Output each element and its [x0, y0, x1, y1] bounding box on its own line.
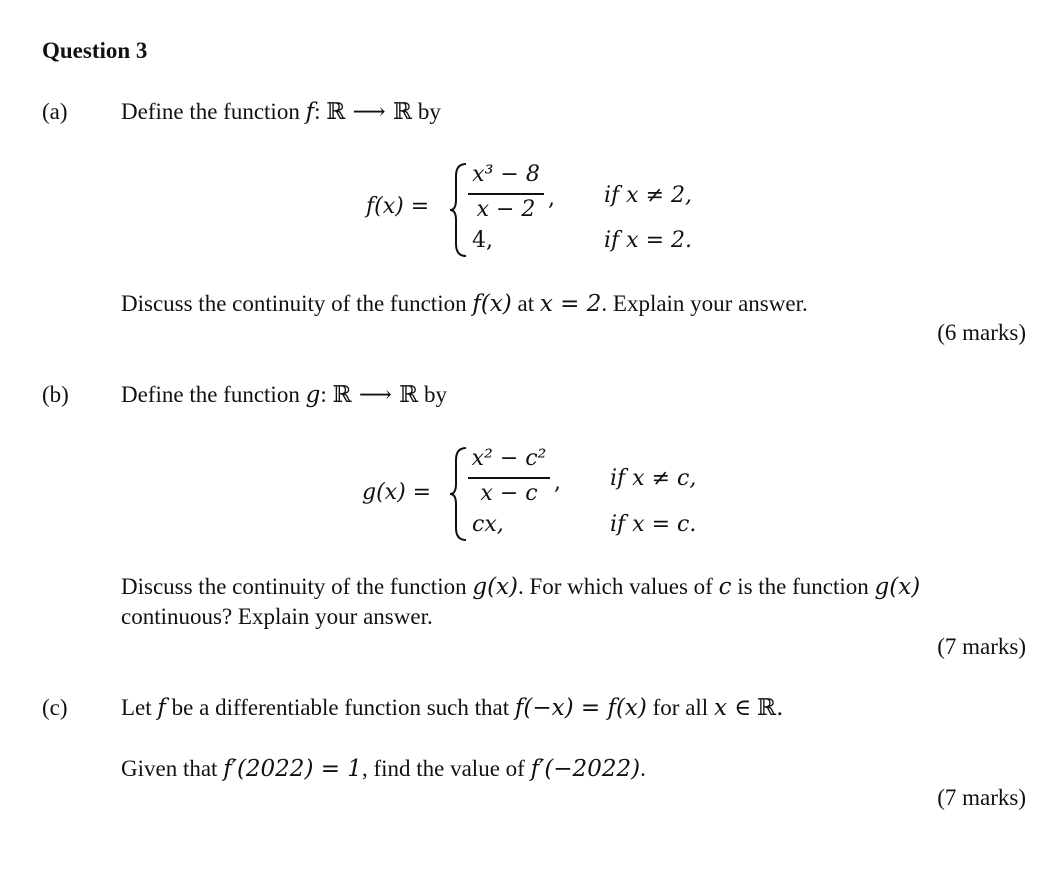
part-b-eq-denominator: x − c [480, 481, 538, 506]
part-a-discuss-at: at [517, 291, 535, 316]
part-b-eq-numerator: x² − c² [471, 446, 547, 471]
part-b-discuss-line2: continuous? Explain your answer. [121, 604, 433, 629]
part-b-discuss-line1 [121, 573, 920, 601]
part-b-intro-text: Define the function [121, 382, 300, 407]
question-title: Question 3 [42, 38, 148, 63]
part-c-line1-eq: f(−x) = f(x) [514, 695, 647, 721]
part-c-line1-R: ℝ. [757, 695, 784, 721]
part-a-intro-f: f [305, 99, 315, 125]
part-a-intro [121, 98, 441, 126]
part-b-discuss-gx: g(x) [472, 574, 518, 600]
part-c-marks: (7 marks) [937, 785, 1026, 810]
part-c-label: (c) [42, 695, 68, 720]
part-a-eq-case2: 4, [472, 228, 493, 253]
part-b-intro-g: g [305, 382, 321, 408]
part-b-marks: (7 marks) [937, 634, 1026, 659]
part-a-eq-comma: , [548, 186, 555, 211]
part-c-line2-val: f′(−2022) [530, 756, 641, 782]
part-a-discuss-x2: x = 2 [539, 291, 602, 317]
part-a-intro-by: by [417, 99, 441, 124]
part-a-intro-text: Define the function [121, 99, 300, 124]
part-b-discuss-c: c [718, 574, 732, 600]
part-c-line2 [121, 755, 646, 783]
part-b-intro-by: by [424, 382, 448, 407]
part-b-discuss-gx2: g(x) [874, 574, 921, 600]
part-b-intro-map: ℝ ⟶ ℝ [332, 382, 419, 408]
part-b-discuss-post: is the function [737, 574, 869, 599]
part-c-line1-mid: be a differentiable function such that [171, 695, 510, 720]
part-a-discuss-post: . Explain your answer. [601, 291, 808, 316]
part-c-line2-eq: f′(2022) = 1 [223, 756, 362, 782]
part-a-discuss-text: Discuss the continuity of the function [121, 291, 467, 316]
part-b-discuss-text: Discuss the continuity of the function [121, 574, 467, 599]
part-a-eq-denominator: x − 2 [476, 197, 536, 222]
part-c-line1-for: for all [652, 695, 709, 720]
part-a-discuss-fx: f(x) [472, 291, 512, 317]
part-c-line2-post: . [640, 756, 646, 781]
part-a-eq-numerator: x³ − 8 [472, 162, 540, 187]
part-b-intro-colon: : [320, 382, 327, 407]
part-b-eq-fraction-bar [468, 477, 550, 479]
part-c-line1-xin: x ∈ [713, 695, 752, 721]
part-a-eq-fraction-bar [468, 193, 544, 195]
part-c-line2-given: Given that [121, 756, 218, 781]
part-a-discuss [121, 290, 808, 318]
part-c-line2-mid: , find the value of [361, 756, 525, 781]
part-a-eq-cond1: if x ≠ 2, [604, 183, 692, 208]
part-b-eq-cond2: if x = c. [610, 512, 697, 537]
part-c-line1 [121, 694, 783, 722]
part-a-marks: (6 marks) [937, 320, 1026, 345]
part-b-label: (b) [42, 382, 69, 407]
part-a-eq-cond2: if x = 2. [604, 228, 692, 253]
part-a-eq-lhs: f(x) = [366, 194, 430, 219]
part-b-eq-comma: , [554, 470, 561, 495]
part-b-eq-lhs: g(x) = [362, 480, 432, 505]
part-b-intro [121, 381, 447, 409]
part-a-intro-colon: : [314, 99, 321, 124]
part-a-intro-map: ℝ ⟶ ℝ [326, 99, 413, 125]
part-b-eq-case2: cx, [472, 512, 504, 537]
part-c-line1-let: Let [121, 695, 152, 720]
part-c-line1-f: f [157, 695, 166, 721]
part-b-discuss-mid: . For which values of [517, 574, 713, 599]
part-a-label: (a) [42, 99, 68, 124]
part-b-eq-cond1: if x ≠ c, [610, 466, 697, 491]
